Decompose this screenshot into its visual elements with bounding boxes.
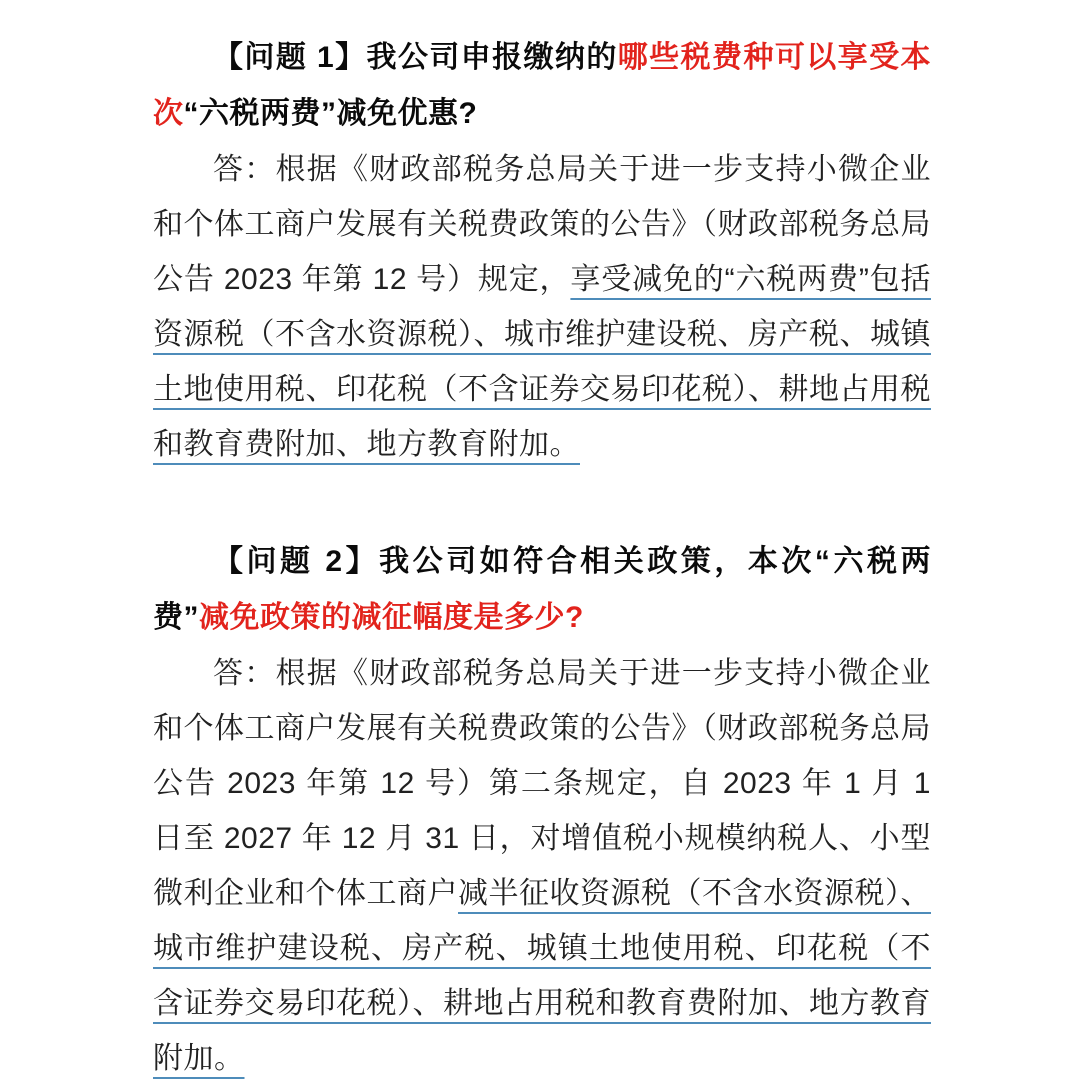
text-segment-bold-black: “六税两费”减免优惠? (183, 97, 478, 130)
question-2-heading (153, 534, 931, 646)
text-segment-normal: 答：根据《财政部税务总局关于进一步支持小微企业和个体工商户发展有关税费政策的公告》（财政部税务总局公告 2023 年第 12 号）规定， (153, 153, 931, 296)
text-segment-underline: 减半征收资源税（不含水资源税）、城市维护建设税、房产税、城镇土地使用税、印花税（不含证券交易印花税）、耕地占用税和教育费附加、地方教育附加。 (153, 877, 931, 1075)
text-segment-underline: 享受减免的“六税两费”包括资源税（不含水资源税）、城市维护建设税、房产税、城镇土地使用税、印花税（不含证券交易印花税）、耕地占用税和教育费附加、地方教育附加。 (153, 263, 931, 461)
answer-1-paragraph (153, 142, 931, 472)
answer-2-paragraph (153, 646, 931, 1086)
qa-block-1 (153, 30, 931, 472)
text-segment-bold-red: 减免政策的减征幅度是多少? (199, 601, 584, 634)
document-page (153, 30, 931, 1086)
question-1-heading (153, 30, 931, 142)
text-segment-bold-red: 哪些税费种可以享受本次 (153, 41, 932, 130)
text-segment-bold-black: 【问题 1】我公司申报缴纳的 (213, 41, 618, 74)
qa-block-2 (153, 534, 931, 1086)
text-segment-normal: 答：根据《财政部税务总局关于进一步支持小微企业和个体工商户发展有关税费政策的公告》（财政部税务总局公告 2023 年第 12 号）第二条规定，自 2023 年 1 月 1 日至 2027 年 12 月 31 日，对增值税小规模纳税人、小型微利企业和个体工商户 (153, 657, 931, 910)
text-segment-bold-black: 【问题 2】我公司如符合相关政策，本次“六税两费” (153, 545, 931, 634)
